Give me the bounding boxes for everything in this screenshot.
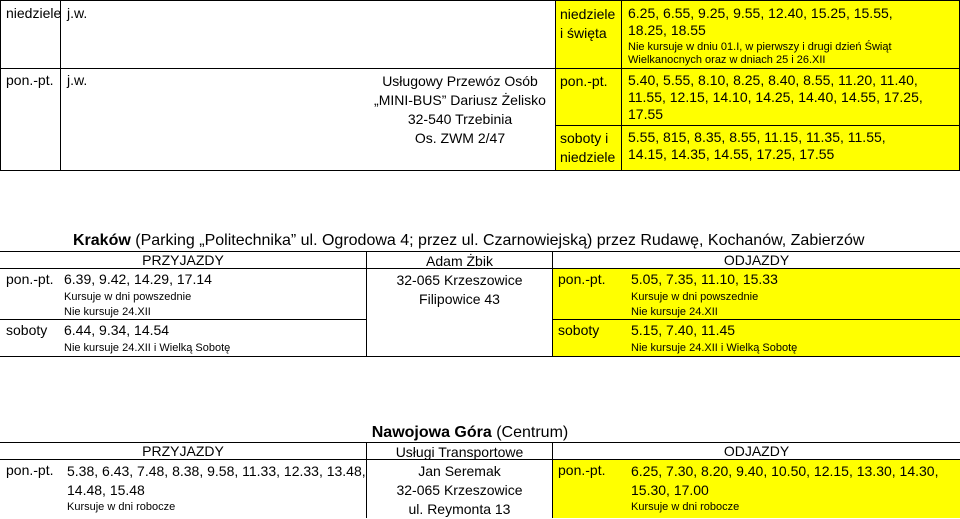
krakow-departures-header: ODJAZDY [723, 252, 790, 268]
row2-days: pon.-pt. [6, 72, 54, 88]
nawojowa-arr-days: pon.-pt. [6, 462, 54, 478]
nawojowa-title: Nawojowa Góra (Centrum) [371, 424, 569, 441]
krakow-bottom-border [0, 356, 960, 357]
top-left-border [0, 0, 1, 171]
schedule-times-weekend: 5.55, 815, 8.35, 8.55, 11.15, 11.35, 11.55, 14.15, 14.35, 14.55, 17.25, 17.55 [622, 126, 959, 170]
row2-note: j.w. [67, 72, 88, 88]
schedule-days-weekend: soboty i niedziele [556, 126, 621, 170]
schedule-days-weekdays: pon.-pt. [556, 69, 621, 125]
krakow-arrivals-divider [0, 319, 366, 320]
nawojowa-operator: Usługi Transportowe Jan Seremak 32-065 Krzeszowice ul. Reymonta 13 [395, 444, 524, 517]
nawojowa-dep-days: pon.-pt. [558, 462, 606, 478]
top-operator: Usługowy Przewóz Osób „MINI-BUS” Dariusz Żelisko 32-540 Trzebinia Os. ZWM 2/47 [374, 73, 546, 146]
krakow-arrivals-header: PRZYJAZDY [142, 252, 224, 268]
krakow-dep-weekdays: 5.05, 7.35, 11.10, 15.33 Kursuje w dni powszednie Nie kursuje 24.XII [631, 271, 778, 318]
row1-days: niedziele [6, 5, 62, 21]
krakow-arr-weekdays: 6.39, 9.42, 14.29, 17.14 Kursuje w dni powszednie Nie kursuje 24.XII [64, 271, 212, 318]
krakow-dep-weekdays-days: pon.-pt. [558, 271, 606, 287]
krakow-arr-saturday-days: soboty [6, 322, 48, 338]
row1-note: j.w. [67, 5, 88, 21]
krakow-dep-saturday: 5.15, 7.40, 11.45 Nie kursuje 24.XII i Wielką Sobotę [631, 322, 798, 354]
schedule-days-holidays: niedziele i święta [556, 1, 621, 68]
top-col-divider-1 [60, 0, 61, 171]
schedule-times-weekdays: 5.40, 5.55, 8.10, 8.25, 8.40, 8.55, 11.20, 11.40, 11.55, 12.15, 14.10, 14.25, 14.40, 14.55, 17.25, 17.55 [622, 69, 959, 125]
nawojowa-departures-header: ODJAZDY [723, 443, 790, 459]
schedule-times-holidays: 6.25, 6.55, 9.25, 9.55, 12.40, 15.25, 15.55, 18.25, 18.55 Nie kursuje w dniu 01.I, w pierwszy i drugi dzień Świąt Wielkanocnych oraz w dniach 25 i 26.XII [622, 1, 959, 68]
krakow-title: Kraków (Parking „Politechnika” ul. Ogrodowa 4; przez ul. Czarnowiejską) przez Rudawę, Kochanów, Zabierzów [73, 232, 865, 249]
nawojowa-arrivals-header: PRZYJAZDY [142, 443, 224, 459]
nawojowa-dep: 6.25, 7.30, 8.20, 9.40, 10.50, 12.15, 13.30, 14.30, 15.30, 17.00 Kursuje w dni robocze [631, 463, 939, 513]
nawojowa-arr: 5.38, 6.43, 7.48, 8.38, 9.58, 11.33, 12.33, 13.48, 14.48, 15.48 Kursuje w dni robocze [67, 463, 366, 513]
krakow-arr-saturday: 6.44, 9.34, 14.54 Nie kursuje 24.XII i Wielką Sobotę [64, 322, 231, 354]
krakow-dep-saturday-days: soboty [558, 322, 600, 338]
krakow-operator: Adam Żbik 32-065 Krzeszowice Filipowice 43 [396, 253, 523, 307]
top-bottom-border [0, 170, 960, 171]
krakow-arr-weekdays-days: pon.-pt. [6, 271, 54, 287]
